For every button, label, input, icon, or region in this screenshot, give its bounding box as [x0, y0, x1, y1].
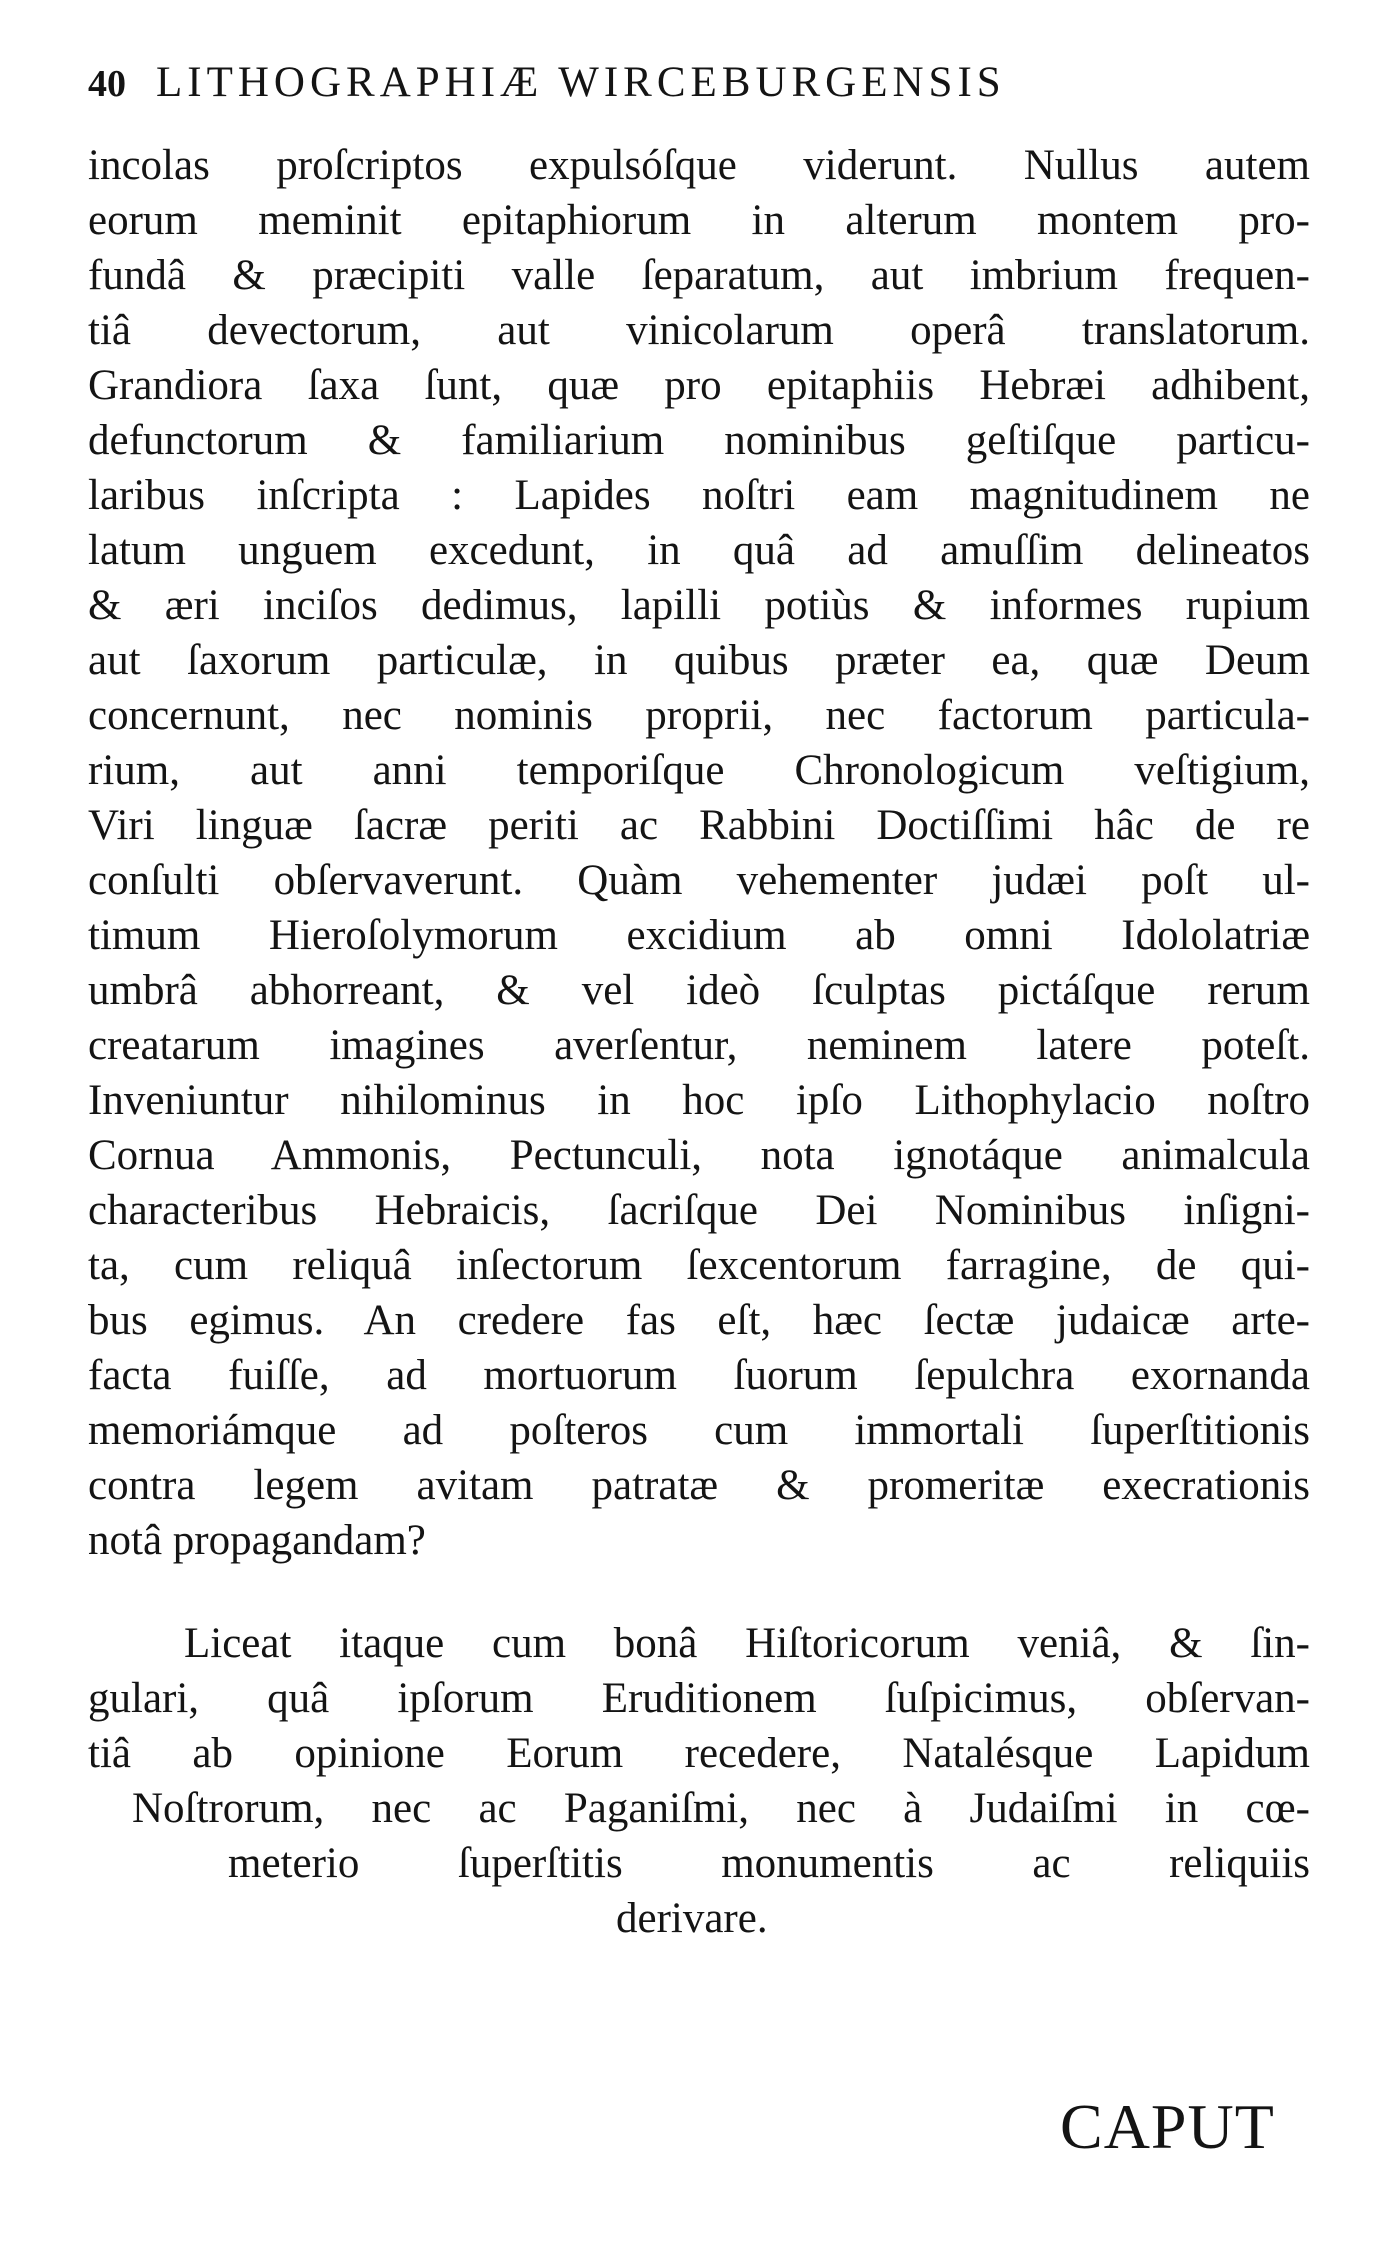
text-line: laribus inſcripta : Lapides noſtri eam magnitudinem ne: [88, 472, 1310, 519]
text-line: concernunt, nec nominis proprii, nec factorum particula-: [88, 692, 1310, 739]
text-line: latum unguem excedunt, in quâ ad amuſſim delineatos: [88, 527, 1310, 574]
text-line: memoriámque ad poſteros cum immortali ſuperſtitionis: [88, 1407, 1310, 1454]
text-line: umbrâ abhorreant, & vel ideò ſculptas pictáſque rerum: [88, 967, 1310, 1014]
text-line: facta fuiſſe, ad mortuorum ſuorum ſepulchra exornanda: [88, 1352, 1310, 1399]
text-line-indented: Liceat itaque cum bonâ Hiſtoricorum veniâ, & ſin-: [184, 1620, 1310, 1667]
running-head: LITHOGRAPHIÆ WIRCEBURGENSIS: [156, 59, 1006, 106]
text-line-tapered: Noſtrorum, nec ac Paganiſmi, nec à Judaiſmi in cœ-: [132, 1785, 1310, 1832]
text-line-tapered-last: derivare.: [616, 1895, 768, 1942]
text-line: Viri linguæ ſacræ periti ac Rabbini Doctiſſimi hâc de re: [88, 802, 1310, 849]
text-line: gulari, quâ ipſorum Eruditionem ſuſpicimus, obſervan-: [88, 1675, 1310, 1722]
text-line: incolas proſcriptos expulsóſque viderunt. Nullus autem: [88, 142, 1310, 189]
body-text: [88, 138, 1310, 1946]
text-line-last: notâ propagandam?: [88, 1517, 426, 1564]
text-line: ta, cum reliquâ inſectorum ſexcentorum farragine, de qui-: [88, 1242, 1310, 1289]
text-line: contra legem avitam patratæ & promeritæ execrationis: [88, 1462, 1310, 1509]
catchword: CAPUT: [1060, 2091, 1275, 2162]
text-line: eorum meminit epitaphiorum in alterum montem pro-: [88, 197, 1310, 244]
text-line: conſulti obſervaverunt. Quàm vehementer judæi poſt ul-: [88, 857, 1310, 904]
text-line-tapered: meterio ſuperſtitis monumentis ac reliquiis: [228, 1840, 1310, 1887]
text-line: defunctorum & familiarium nominibus geſtiſque particu-: [88, 417, 1310, 464]
paragraph-1: [88, 138, 1310, 1568]
page-number: 40: [88, 63, 126, 105]
text-line: Grandiora ſaxa ſunt, quæ pro epitaphiis Hebræi adhibent,: [88, 362, 1310, 409]
text-line: fundâ & præcipiti valle ſeparatum, aut imbrium frequen-: [88, 252, 1310, 299]
text-line: tiâ ab opinione Eorum recedere, Natalésque Lapidum: [88, 1730, 1310, 1777]
paragraph-2: [88, 1616, 1310, 1946]
text-line: aut ſaxorum particulæ, in quibus præter ea, quæ Deum: [88, 637, 1310, 684]
text-line: & æri inciſos dedimus, lapilli potiùs & informes rupium: [88, 582, 1310, 629]
text-line: creatarum imagines averſentur, neminem latere poteſt.: [88, 1022, 1310, 1069]
text-line: timum Hieroſolymorum excidium ab omni Idololatriæ: [88, 912, 1310, 959]
page-header: [88, 58, 1228, 128]
text-line: characteribus Hebraicis, ſacriſque Dei Nominibus inſigni-: [88, 1187, 1310, 1234]
text-line: bus egimus. An credere fas eſt, hæc ſectæ judaicæ arte-: [88, 1297, 1310, 1344]
text-line: Inveniuntur nihilominus in hoc ipſo Lithophylacio noſtro: [88, 1077, 1310, 1124]
text-line: tiâ devectorum, aut vinicolarum operâ translatorum.: [88, 307, 1310, 354]
paragraph-gap: [88, 1568, 1310, 1616]
text-line: Cornua Ammonis, Pectunculi, nota ignotáque animalcula: [88, 1132, 1310, 1179]
text-line: rium, aut anni temporiſque Chronologicum veſtigium,: [88, 747, 1310, 794]
